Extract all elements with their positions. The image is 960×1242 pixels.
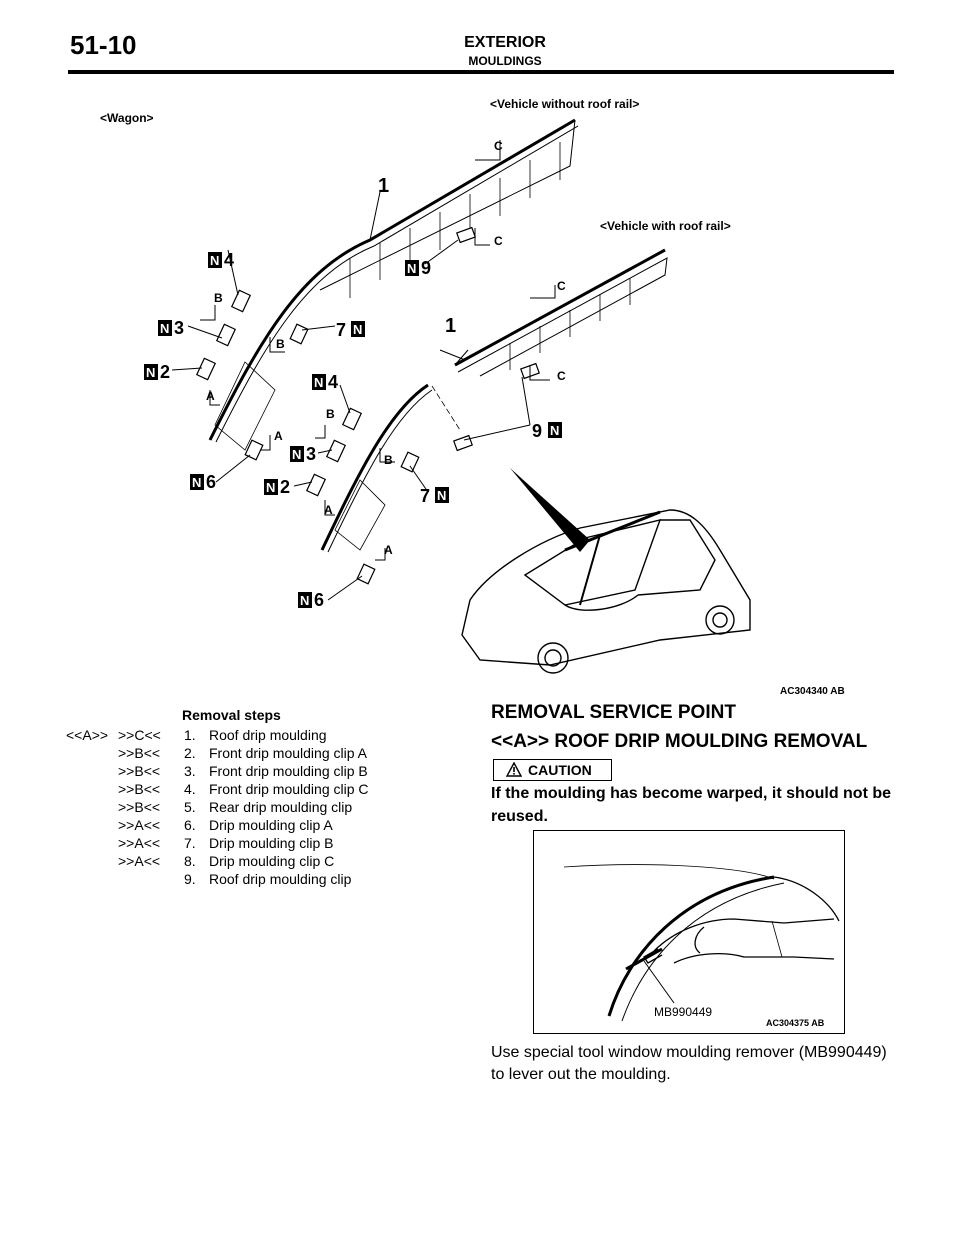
step-text: Rear drip moulding clip [209,799,353,815]
step-number: 9. [184,871,196,887]
callout-2-lower: 2 [280,477,291,497]
roof-drip-removal-heading: <<A>> ROOF DRIP MOULDING REMOVAL [491,731,868,752]
moulding-diagram [60,80,900,700]
callout-c: C [494,234,503,248]
step-number: 7. [184,835,196,851]
moulding-upper-assembly [210,120,578,450]
label-wagon: <Wagon> [100,111,154,125]
callout-b: B [326,407,335,421]
callout-3-upper: 3 [174,318,185,338]
callout-9-upper: 9 [421,258,432,278]
service-ref: >>B<< [118,781,161,797]
step-text: Front drip moulding clip B [209,763,368,779]
step-text: Drip moulding clip B [209,835,334,851]
instruction-text: Use special tool window moulding remover (MB990449) to lever out the moulding. [491,1044,887,1083]
list-item [66,744,466,762]
n-mark: N [292,447,302,462]
n-mark: N [550,423,560,438]
callout-7-lower: 7 [420,486,431,506]
n-mark: N [266,480,276,495]
callout-a: A [324,503,333,517]
moulding-lower-assembly [322,250,667,552]
tool-label: MB990449 [654,1005,713,1019]
service-ref: >>B<< [118,745,161,761]
callout-a: A [384,543,393,557]
callout-b: B [214,291,223,305]
list-item [66,816,466,834]
step-text: Front drip moulding clip C [209,781,369,797]
caution-box [493,759,612,781]
list-item [66,870,466,888]
list-item [66,780,466,798]
header-rule [68,70,894,74]
callout-a: A [274,429,283,443]
list-item [66,834,466,852]
step-number: 2. [184,745,196,761]
label-without-roof-rail: <Vehicle without roof rail> [490,97,640,111]
callout-c: C [557,279,566,293]
callout-7-upper: 7 [336,320,347,340]
removal-service-point-heading: REMOVAL SERVICE POINT [491,702,736,723]
service-ref: >>B<< [118,763,161,779]
step-number: 5. [184,799,196,815]
list-item [66,798,466,816]
figure2-code: AC304375 AB [766,1018,825,1028]
callout-2-upper: 2 [160,362,171,382]
removal-steps-title: Removal steps [182,707,281,723]
n-mark: N [160,321,170,336]
step-number: 8. [184,853,196,869]
callout-4-upper: 4 [224,250,235,270]
leader-lines [172,140,555,600]
callout-4-lower: 4 [328,372,339,392]
label-with-roof-rail: <Vehicle with roof rail> [600,219,731,233]
service-ref: >>A<< [118,835,161,851]
service-ref: >>A<< [118,817,161,833]
list-item [66,762,466,780]
step-number: 1. [184,727,196,743]
callout-3-lower: 3 [306,444,317,464]
n-mark: N [407,261,417,276]
n-mark: N [192,475,202,490]
subsection-title: MOULDINGS [468,54,542,68]
n-mark: N [437,488,447,503]
n-mark: N [146,365,156,380]
step-number: 3. [184,763,196,779]
callout-9-lower: 9 [532,421,543,441]
callout-1-upper: 1 [378,175,390,197]
figure1-code: AC304340 AB [780,686,845,697]
callout-6-lower: 6 [314,590,325,610]
callout-1-lower: 1 [445,315,457,337]
callout-b: B [384,453,393,467]
list-item [66,852,466,870]
callout-b: B [276,337,285,351]
section-title: EXTERIOR [464,34,546,51]
callout-6-upper: 6 [206,472,217,492]
page-number: 51-10 [70,30,137,60]
callout-c: C [494,139,503,153]
n-mark: N [300,593,310,608]
service-ref: <<A>> [66,727,109,743]
tool-usage-figure [533,830,845,1034]
service-ref: >>C<< [118,727,161,743]
callout-c: C [557,369,566,383]
service-ref: >>A<< [118,853,161,869]
step-number: 4. [184,781,196,797]
step-text: Front drip moulding clip A [209,745,367,761]
caution-label: CAUTION [528,762,592,778]
step-text: Drip moulding clip C [209,853,335,869]
warning-icon [506,762,522,777]
n-mark: N [353,322,363,337]
callout-a: A [206,389,215,403]
caution-text: If the moulding has become warped, it should not be reused. [491,785,892,825]
step-text: Roof drip moulding clip [209,871,352,887]
car-illustration [462,510,750,673]
service-ref: >>B<< [118,799,161,815]
step-number: 6. [184,817,196,833]
step-text: Roof drip moulding [209,727,327,743]
step-text: Drip moulding clip A [209,817,333,833]
list-item [66,726,466,744]
n-mark: N [210,253,220,268]
moulding-clips [197,228,539,584]
n-mark: N [314,375,324,390]
